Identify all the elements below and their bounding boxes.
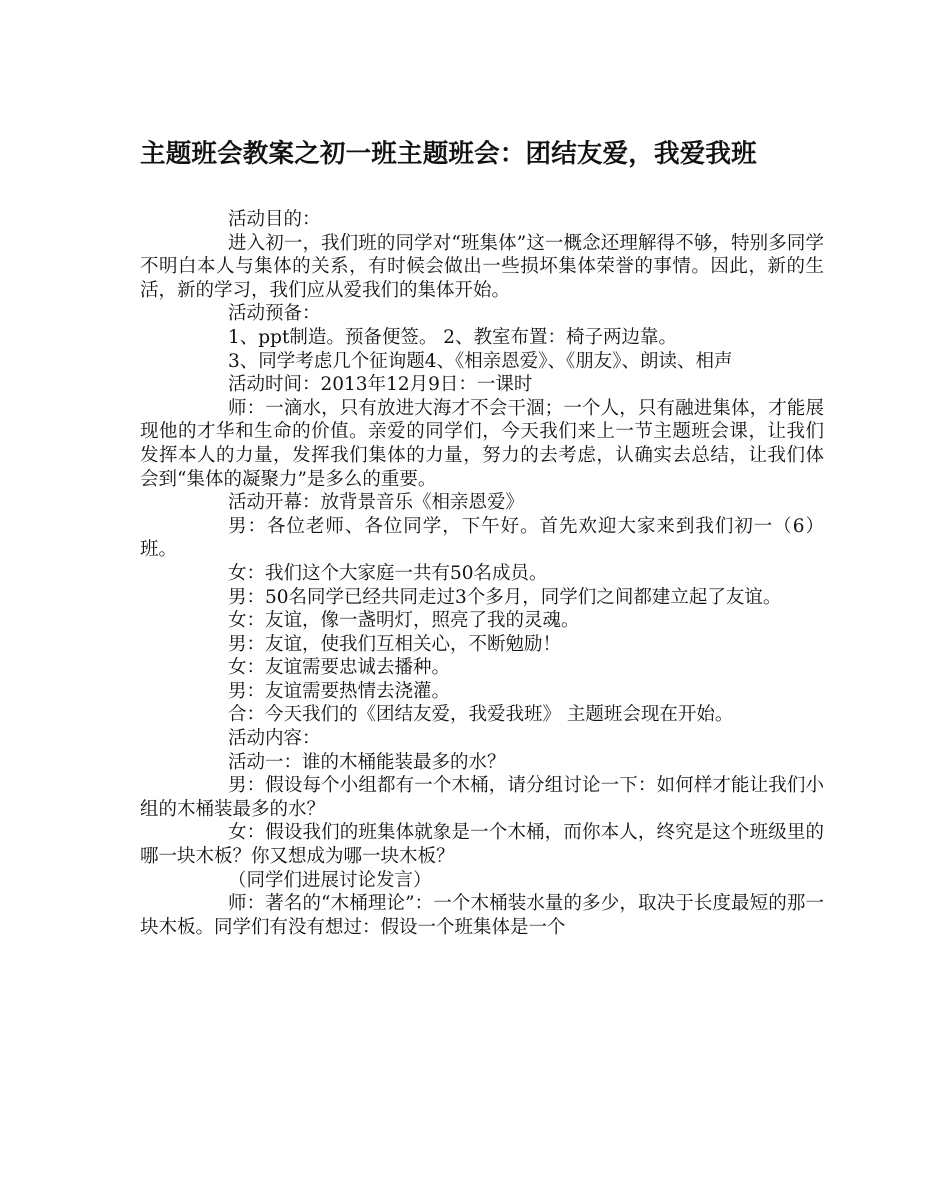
paragraph-male-friendship: 男：50名同学已经共同走过3个多月，同学们之间都建立起了友谊。: [228, 586, 782, 608]
paragraph-preparation-items-1-2: 1、ppt制造。预备便签。 2、教室布置：椅子两边靠。: [228, 326, 678, 348]
paragraph-female-members: 女：我们这个大家庭一共有50名成员。: [228, 562, 548, 584]
paragraph-male-care: 男：友谊，使我们互相关心，不断勉励！: [228, 633, 562, 655]
paragraph-male-bucket: 男：假设每个小组都有一个木桶，请分组讨论一下：如何样才能让我们小组的木桶装最多的水？: [140, 775, 824, 820]
paragraph-activity-purpose: 进入初一，我们班的同学对“班集体”这一概念还理解得不够，特别多同学不明白本人与集体的关系，有时候会做出一些损坏集体荣誉的事情。因此，新的生活，新的学习，我们应从爱我们的集体开始。: [140, 232, 824, 301]
paragraph-female-lamp: 女：友谊，像一盏明灯，照亮了我的灵魂。: [228, 610, 580, 632]
paragraph-preparation-items-3-4: [140, 350, 824, 374]
paragraph-activity-purpose-heading: 活动目的：: [228, 209, 321, 230]
paragraph-activity-opening: 活动开幕：放背景音乐《相亲恩爱》: [228, 492, 525, 514]
paragraph-activity-content-heading: 活动内容：: [228, 728, 321, 750]
paragraph-female-sow: 女：友谊需要忠诚去播种。: [228, 657, 451, 679]
paragraph-male-water: 男：友谊需要热情去浇灌。: [228, 680, 451, 702]
paragraph-female-bucket: 女：假设我们的班集体就象是一个木桶，而你本人，终究是这个班级里的哪一块木板？你又想成为哪一块木板？: [140, 822, 824, 868]
preparation-item-3: 3、同学考虑几个征询题: [228, 350, 425, 372]
paragraph-teacher-opening: 师：一滴水，只有放进大海才不会干涸；一个人，只有融进集体，才能展现他的才华和生命的价值。亲爱的同学们，今天我们来上一节主题班会课，让我们发挥本人的力量，发挥我们集体的力量，努力的去考虑，认确实去总结，让我们体会到“集体的凝聚力”是多么的重要。: [140, 397, 824, 490]
preparation-item-4: 4、《相亲恩爱》、《朋友》、朗读、相声: [424, 350, 733, 372]
document-body: [140, 208, 824, 939]
paragraph-activity-one: 活动一：谁的木桶能装最多的水？: [228, 751, 506, 773]
paragraph-activity-time: 活动时间：2013年12月9日：一课时: [228, 374, 533, 396]
paragraph-teacher-bucket-theory: 师：著名的“木桶理论”：一个木桶装水量的多少，取决于长度最短的那一块木板。同学们有没有想过：假设一个班集体是一个: [140, 893, 824, 938]
paragraph-preparation-heading: 活动预备：: [228, 303, 321, 325]
paragraph-students-discuss: （同学们进展讨论发言）: [228, 869, 432, 891]
paragraph-male-welcome: 男：各位老师、各位同学，下午好。首先欢迎大家来到我们初一（6）班。: [140, 515, 824, 561]
paragraph-together-start: 合：今天我们的《团结友爱，我爱我班》 主题班会现在开始。: [228, 704, 734, 726]
document-title: 主题班会教案之初一班主题班会：团结友爱，我爱我班: [140, 139, 757, 169]
